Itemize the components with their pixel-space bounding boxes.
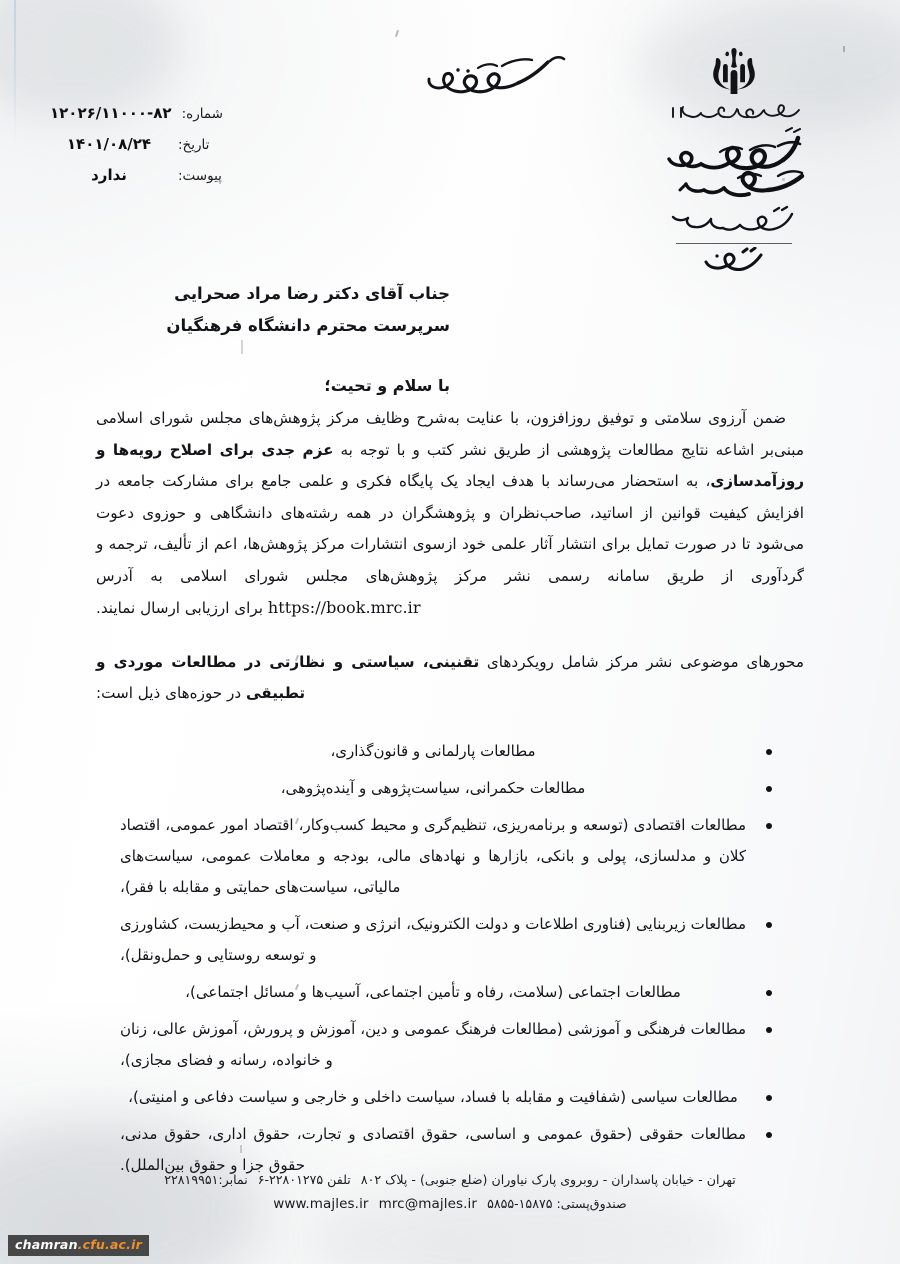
paragraph-part-3: برای ارزیابی ارسال نمایند. — [96, 599, 268, 617]
letter-meta-block — [50, 104, 240, 197]
list-item: مطالعات فرهنگی و آموزشی (مطالعات فرهنگ عمومی و دین، آموزش و پرورش، آموزش عالی، زنان و خانواده، رسانه و فضای مجازی)، — [120, 1014, 780, 1076]
paragraph-part-2: ، به استحضار می‌رساند با هدف ایجاد یک پایگاه فکری و علمی جامع برای مشارکت جامعه در افزایش کیفیت قوانین از اساتید، صاحب‌نظران و پژوهشگران در همه رشته‌های دانشگاهی و حوزوی دعوت می‌شود تا در صورت تمایل برای انتشار آثار علمی خود ازسوی انتشارات مرکز پژوهش‌ها، اعم از تألیف، ترجمه و گردآوری از طریق سامانه رسمی نشر مرکز پژوهش‌های مجلس شورای اسلامی به آدرس — [96, 472, 804, 585]
meta-value-number: ۱۲۰۲۶/۱۱۰۰۰-۸۲ — [50, 104, 172, 122]
letterhead — [644, 44, 824, 277]
footer-phone: ۲۲۸۰۱۲۷۵-۶ — [257, 1172, 324, 1187]
scan-speck — [395, 30, 399, 37]
watermark-text-domain: .cfu.ac.ir — [77, 1237, 142, 1252]
list-item: مطالعات پارلمانی و قانون‌گذاری، — [120, 736, 780, 767]
basmala-heading — [398, 44, 588, 106]
footer-postbox: ۱۵۸۷۵-۵۸۵۵ — [487, 1196, 553, 1211]
basmala-calligraphy-icon — [398, 44, 588, 106]
letterhead-divider — [676, 243, 792, 244]
submission-portal-url[interactable]: https://book.mrc.ir — [267, 598, 421, 617]
topics-intro-part-1: محورهای موضوعی نشر مرکز شامل رویکردهای — [479, 652, 804, 671]
scan-blotch — [0, 0, 180, 120]
topics-intro-paragraph — [96, 647, 804, 710]
paragraph-bold-1: عزم جدی برای اصلاح رویه‌ها و روزآمدسازی — [96, 440, 804, 490]
iran-emblem-icon — [705, 44, 763, 100]
footer-address-line — [0, 1168, 900, 1192]
main-paragraph — [96, 403, 804, 625]
list-item: مطالعات اقتصادی (توسعه و برنامه‌ریزی، تنظیم‌گری و محیط کسب‌وکار، اقتصاد امور عمومی، اقتصاد کلان و مدلسازی، پولی و بانکی، بازارها و نهادهای مالی، بودجه و معاملات عمومی، سیاست‌های مالیاتی، سیاست‌های حمایتی و مقابله با فقر)، — [120, 810, 780, 903]
greeting: با سلام و تحیت؛ — [324, 376, 450, 395]
scan-edge-artifact — [14, 0, 16, 150]
meta-label-attachment: پیوست: — [178, 168, 222, 184]
meta-label-date: تاریخ: — [178, 137, 210, 153]
list-item: مطالعات حکمرانی، سیاست‌پژوهی و آینده‌پژوهی، — [120, 773, 780, 804]
topics-intro-part-2: در حوزه‌های ذیل است: — [96, 684, 246, 702]
site-watermark — [8, 1235, 149, 1256]
scan-speck — [843, 46, 845, 52]
meta-row-date — [50, 135, 240, 166]
subject-areas-list — [96, 736, 804, 1181]
letter-body — [96, 278, 804, 1187]
footer-phone-label: تلفن — [327, 1172, 351, 1187]
letterhead-line4-president-title — [695, 247, 773, 277]
meta-value-date: ۱۴۰۱/۰۸/۲۴ — [66, 135, 152, 153]
footer-fax: ۲۲۸۱۹۹۵۱ — [164, 1172, 219, 1187]
letterhead-line3-research-center — [660, 204, 808, 238]
addressee-line-2: سرپرست محترم دانشگاه فرهنگیان — [166, 316, 450, 335]
footer-postbox-label: صندوق‌پستی: — [556, 1196, 627, 1211]
letterhead-line2-islamic-consultative-assembly — [650, 126, 818, 204]
footer-contact-line — [0, 1192, 900, 1216]
list-item: مطالعات حقوقی (حقوق عمومی و اساسی، حقوق اقتصادی و تجارت، حقوق اداری، حقوق مدنی، حقوق جزا و حقوق بین‌الملل). — [120, 1119, 780, 1181]
footer-website[interactable]: www.majles.ir — [273, 1196, 369, 1212]
topics-intro-bold-1: تقنینی، سیاستی و نظارتی در مطالعات موردی و تطبیقی — [96, 652, 480, 702]
footer-address: تهران - خیابان پاسداران - روبروی پارک نیاوران (ضلع جنوبی) - پلاک ۸۰۲ — [360, 1172, 736, 1187]
letterhead-line1-islamic-republic-of-iran — [659, 100, 809, 126]
footer-email[interactable]: mrc@majles.ir — [378, 1196, 478, 1212]
paragraph-part-1: ضمن آرزوی سلامتی و توفیق روزافزون، با عنایت به‌شرح وظایف مرکز پژوهش‌های مجلس شورای اسلامی مبنی‌بر اشاعه نتایج مطالعات پژوهشی از طریق نشر کتب و با توجه به — [96, 409, 804, 459]
watermark-text-primary: chamran — [15, 1237, 78, 1252]
addressee-line-1: جناب آقای دکتر رضا مراد صحرایی — [174, 284, 450, 303]
meta-row-attachment — [50, 166, 240, 197]
list-item: مطالعات سیاسی (شفافیت و مقابله با فساد، سیاست داخلی و خارجی و سیاست دفاعی و امنیتی)، — [120, 1082, 780, 1113]
footer-fax-label: نمابر: — [218, 1172, 248, 1187]
meta-value-attachment: ندارد — [91, 166, 127, 184]
list-item: مطالعات اجتماعی (سلامت، رفاه و تأمین اجتماعی، آسیب‌ها و مسائل اجتماعی)، — [120, 977, 780, 1008]
meta-label-number: شماره: — [181, 106, 223, 122]
list-item: مطالعات زیربنایی (فناوری اطلاعات و دولت الکترونیک، انرژی و صنعت، آب و محیط‌زیست، کشاورزی و توسعه روستایی و حمل‌ونقل)، — [120, 909, 780, 971]
meta-row-number — [50, 104, 240, 135]
letter-footer — [0, 1168, 900, 1216]
